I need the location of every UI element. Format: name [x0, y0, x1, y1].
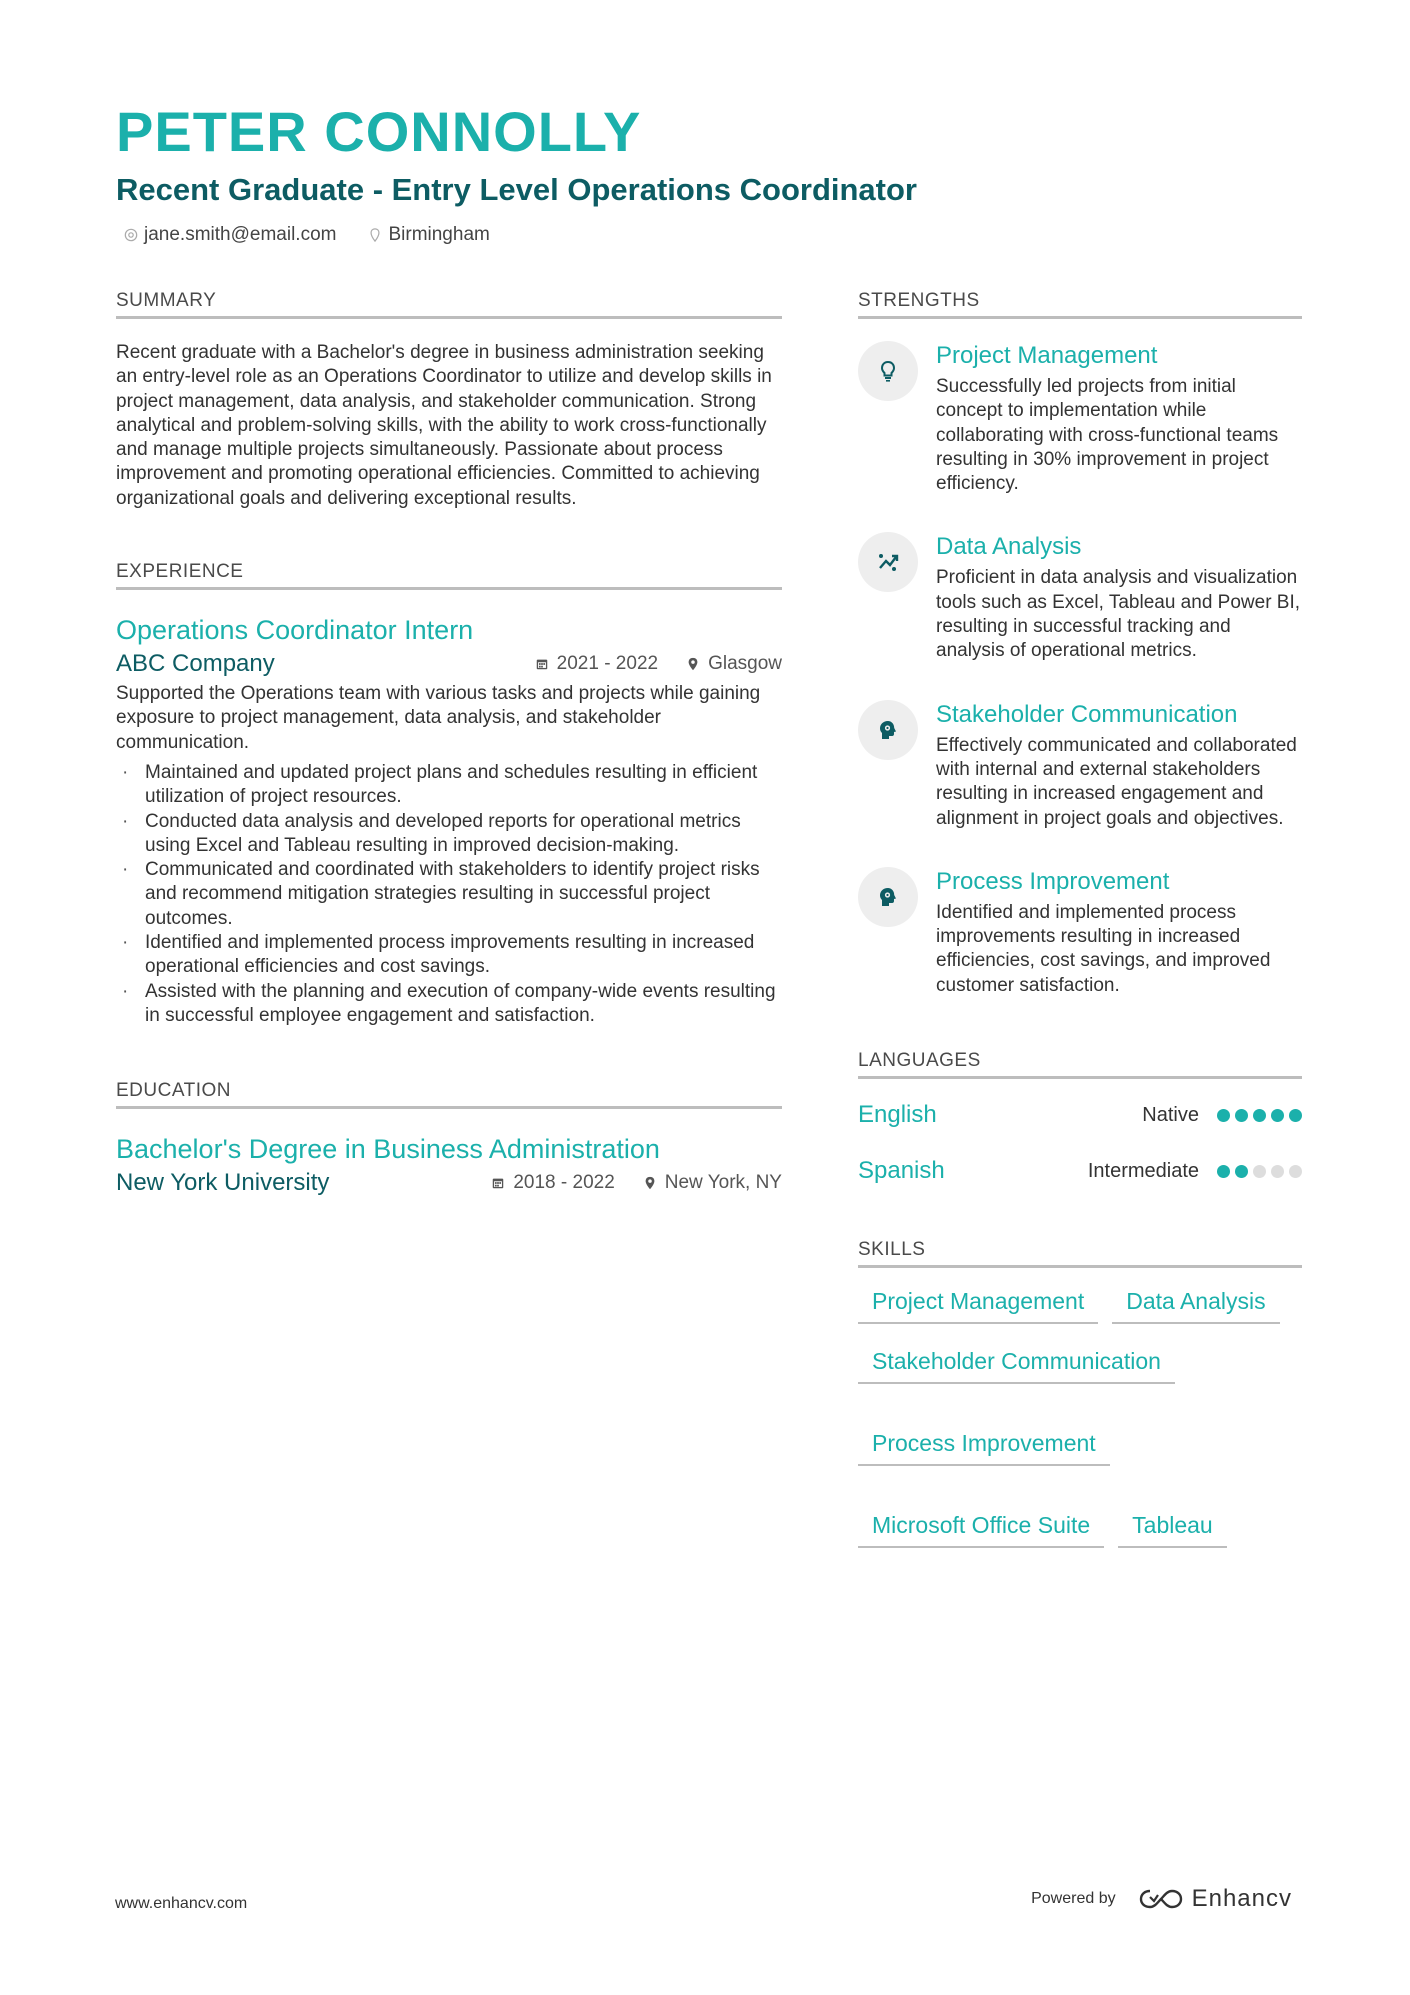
- rating-dot-filled: [1217, 1165, 1230, 1178]
- language-row-english: [858, 1087, 1302, 1143]
- rating-dot-empty: [1271, 1165, 1284, 1178]
- strength-title: Data Analysis: [936, 533, 1082, 561]
- right-column: [858, 290, 1302, 1548]
- experience-heading: EXPERIENCE: [116, 561, 782, 590]
- head-gear-icon: [858, 700, 918, 760]
- calendar-icon: [491, 1176, 505, 1190]
- strength-title: Project Management: [936, 342, 1158, 369]
- job-bullet: · Assisted with the planning and execution of company-wide events resulting in successful employee engagement and satisfaction.: [116, 980, 782, 1029]
- education-location-text: New York, NY: [664, 1172, 782, 1194]
- rating-dot-filled: [1235, 1109, 1248, 1122]
- language-level-group: [1142, 1104, 1302, 1127]
- powered-by-text: Powered by: [1031, 1890, 1116, 1907]
- language-level-group: [1088, 1160, 1302, 1183]
- resume-header: [116, 96, 1296, 246]
- rating-dot-filled: [1217, 1109, 1230, 1122]
- education-meta-right: [491, 1172, 782, 1194]
- languages-heading: LANGUAGES: [858, 1050, 1302, 1079]
- strength-text: Successfully led projects from initial concept to implementation while collaborating with cross-functional teams resulting in 30% improvement in project efficiency.: [936, 376, 1279, 495]
- location-text: Birmingham: [388, 224, 490, 245]
- rating-dot-empty: [1289, 1165, 1302, 1178]
- at-icon: [124, 228, 138, 242]
- education-location: [643, 1172, 782, 1194]
- job-meta: [116, 650, 782, 678]
- education-dates: [491, 1172, 614, 1194]
- location-pin-icon: [368, 228, 382, 242]
- company-name: ABC Company: [116, 650, 275, 678]
- email-text: jane.smith@email.com: [144, 224, 337, 245]
- contact-info: [116, 224, 1296, 246]
- strength-item: [858, 532, 1302, 663]
- job-title: Operations Coordinator Intern: [116, 615, 474, 646]
- skill-tag: Process Improvement: [858, 1428, 1110, 1466]
- job-bullet: · Identified and implemented process improvements resulting in increased operational efficiencies and cost savings.: [116, 931, 782, 980]
- location-pin-icon: [643, 1176, 657, 1190]
- footer-branding: [1031, 1885, 1292, 1913]
- candidate-name: PETER CONNOLLY: [116, 100, 642, 163]
- strength-text: Proficient in data analysis and visualization tools such as Excel, Tableau and Power BI, resulting in successful tracking and analysis of operational metrics.: [936, 567, 1301, 662]
- rating-dot-filled: [1235, 1165, 1248, 1178]
- job-location: [686, 653, 782, 675]
- job-bullets: [116, 761, 782, 1028]
- rating-dot-filled: [1271, 1109, 1284, 1122]
- skill-tag: Stakeholder Communication: [858, 1346, 1175, 1384]
- summary-heading: SUMMARY: [116, 290, 782, 319]
- enhancv-logo-icon: [1138, 1887, 1184, 1911]
- job-dates: [535, 653, 658, 675]
- calendar-icon: [535, 657, 549, 671]
- language-row-spanish: [858, 1143, 1302, 1199]
- skill-tag: Microsoft Office Suite: [858, 1510, 1104, 1548]
- summary-text: Recent graduate with a Bachelor's degree in business administration seeking an entry-level role as an Operations Coordinator to utilize and develop skills in project management, data analysis, and stakeholder communication. Strong analytical and problem-solving skills, with the ability to work cross-functionally and manage multiple projects simultaneously. Passionate about process improvement and promoting operational efficiencies. Committed to achieving organizational goals and delivering exceptional results.: [116, 342, 772, 509]
- education-heading: EDUCATION: [116, 1080, 782, 1109]
- job-meta-right: [535, 653, 782, 675]
- language-level: Native: [1142, 1103, 1199, 1126]
- enhancv-logo[interactable]: [1138, 1885, 1292, 1913]
- strength-item: [858, 700, 1302, 831]
- language-rating: [1217, 1109, 1302, 1122]
- skill-tag: Tableau: [1118, 1510, 1227, 1548]
- chart-trend-icon: [858, 532, 918, 592]
- lightbulb-icon: [858, 341, 918, 401]
- email-contact[interactable]: [124, 224, 336, 246]
- language-level: Intermediate: [1087, 1159, 1199, 1182]
- school-name: New York University: [116, 1169, 330, 1197]
- strength-text: Effectively communicated and collaborated with internal and external stakeholders resulting in increased engagement and alignment in project goals and objectives.: [936, 734, 1297, 829]
- strength-item: [858, 341, 1302, 496]
- job-bullet: · Communicated and coordinated with stakeholders to identify project risks and recommend mitigation strategies resulting in successful project outcomes.: [116, 858, 782, 931]
- strength-title: Process Improvement: [936, 867, 1170, 895]
- degree-title: Bachelor's Degree in Business Administration: [116, 1134, 660, 1165]
- language-name: Spanish: [858, 1157, 945, 1185]
- footer-website[interactable]: www.enhancv.com: [115, 1895, 248, 1912]
- job-description: Supported the Operations team with various tasks and projects while gaining exposure to project management, data analysis, and stakeholder communication.: [116, 683, 761, 753]
- job-bullet: · Conducted data analysis and developed reports for operational metrics using Excel and Tableau resulting in improved decision-making.: [116, 810, 782, 859]
- job-dates-text: 2021 - 2022: [556, 653, 659, 675]
- rating-dot-filled: [1253, 1109, 1266, 1122]
- language-rating: [1217, 1165, 1302, 1178]
- skill-tag: Project Management: [858, 1286, 1098, 1324]
- skills-list: [858, 1286, 1302, 1548]
- rating-dot-filled: [1289, 1109, 1302, 1122]
- experience-entry: [116, 612, 782, 1028]
- strengths-heading: STRENGTHS: [858, 290, 1302, 319]
- job-location-text: Glasgow: [708, 653, 782, 675]
- skill-tag: Data Analysis: [1112, 1286, 1279, 1324]
- language-name: English: [858, 1101, 937, 1129]
- candidate-title: Recent Graduate - Entry Level Operations Coordinator: [116, 172, 917, 207]
- left-column: [116, 290, 782, 1201]
- job-bullet: · Maintained and updated project plans and schedules resulting in efficient utilization of project resources.: [116, 761, 782, 810]
- location-contact: [368, 224, 489, 246]
- location-pin-icon: [686, 657, 700, 671]
- strength-text: Identified and implemented process improvements resulting in increased efficiencies, cost savings, and improved customer satisfaction.: [936, 901, 1271, 996]
- skills-heading: SKILLS: [858, 1239, 1302, 1268]
- rating-dot-empty: [1253, 1165, 1266, 1178]
- education-dates-text: 2018 - 2022: [513, 1172, 615, 1194]
- education-entry: [116, 1131, 782, 1197]
- head-gear-icon: [858, 867, 918, 927]
- strength-title: Stakeholder Communication: [936, 700, 1238, 728]
- strength-item: [858, 867, 1302, 998]
- enhancv-wordmark: Enhancv: [1191, 1885, 1292, 1912]
- education-meta: [116, 1169, 782, 1197]
